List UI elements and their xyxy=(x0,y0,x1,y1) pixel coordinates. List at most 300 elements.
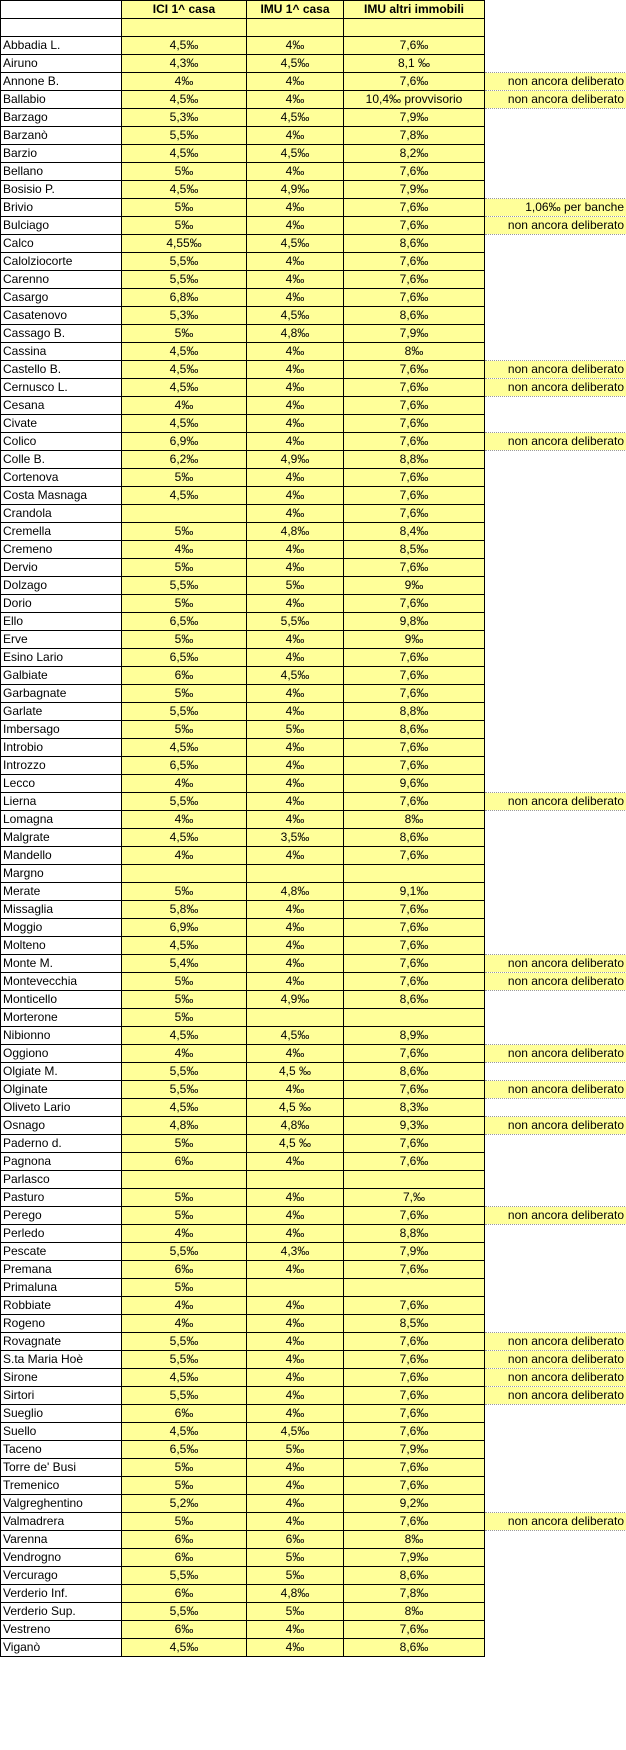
ici-prima-casa-cell[interactable]: 6‰ xyxy=(122,1549,247,1567)
note-cell[interactable] xyxy=(485,1567,626,1585)
note-cell[interactable] xyxy=(485,1135,626,1153)
ici-prima-casa-cell[interactable]: 6‰ xyxy=(122,667,247,685)
comune-name-cell[interactable]: Verderio Sup. xyxy=(1,1603,122,1621)
comune-name-cell[interactable]: Barzio xyxy=(1,145,122,163)
imu-altri-immobili-cell[interactable]: 7,6‰ xyxy=(344,1135,485,1153)
note-cell[interactable] xyxy=(485,1063,626,1081)
imu-altri-immobili-cell[interactable]: 7,6‰ xyxy=(344,397,485,415)
note-cell[interactable] xyxy=(485,595,626,613)
comune-name-cell[interactable]: Colico xyxy=(1,433,122,451)
imu-prima-casa-cell[interactable]: 4‰ xyxy=(247,271,344,289)
note-cell[interactable] xyxy=(485,253,626,271)
comune-name-cell[interactable]: Pagnona xyxy=(1,1153,122,1171)
imu-prima-casa-cell[interactable]: 4‰ xyxy=(247,127,344,145)
comune-name-cell[interactable]: Annone B. xyxy=(1,73,122,91)
ici-prima-casa-cell[interactable]: 6,9‰ xyxy=(122,433,247,451)
comune-name-cell[interactable]: Nibionno xyxy=(1,1027,122,1045)
note-cell[interactable] xyxy=(485,343,626,361)
note-cell[interactable] xyxy=(485,829,626,847)
note-cell[interactable] xyxy=(485,739,626,757)
imu-prima-casa-cell[interactable]: 4‰ xyxy=(247,1495,344,1513)
note-cell[interactable]: non ancora deliberato xyxy=(485,1207,626,1225)
imu-prima-casa-cell[interactable]: 4,5 ‰ xyxy=(247,1099,344,1117)
imu-prima-casa-cell[interactable]: 4,5‰ xyxy=(247,109,344,127)
comune-name-cell[interactable]: Garbagnate xyxy=(1,685,122,703)
note-cell[interactable] xyxy=(485,1423,626,1441)
note-cell[interactable]: non ancora deliberato xyxy=(485,1333,626,1351)
imu-altri-immobili-cell[interactable]: 8,9‰ xyxy=(344,1027,485,1045)
imu-prima-casa-cell[interactable]: 4,8‰ xyxy=(247,325,344,343)
imu-prima-casa-cell[interactable]: 4‰ xyxy=(247,775,344,793)
note-cell[interactable] xyxy=(485,541,626,559)
comune-name-cell[interactable]: Brivio xyxy=(1,199,122,217)
imu-altri-immobili-cell[interactable]: 7,6‰ xyxy=(344,1045,485,1063)
imu-prima-casa-cell[interactable]: 4‰ xyxy=(247,343,344,361)
comune-name-cell[interactable]: Cassina xyxy=(1,343,122,361)
imu-prima-casa-cell[interactable]: 4,5‰ xyxy=(247,235,344,253)
imu-altri-immobili-cell[interactable]: 7,6‰ xyxy=(344,919,485,937)
imu-altri-immobili-cell[interactable]: 7,6‰ xyxy=(344,685,485,703)
note-cell[interactable] xyxy=(485,37,626,55)
comune-name-cell[interactable]: Margno xyxy=(1,865,122,883)
note-cell[interactable] xyxy=(485,1279,626,1297)
comune-name-cell[interactable]: Sirtori xyxy=(1,1387,122,1405)
imu-prima-casa-cell[interactable]: 4‰ xyxy=(247,955,344,973)
ici-prima-casa-cell[interactable]: 5‰ xyxy=(122,1009,247,1027)
ici-prima-casa-cell[interactable]: 5,5‰ xyxy=(122,127,247,145)
ici-prima-casa-cell[interactable]: 4,5‰ xyxy=(122,487,247,505)
imu-prima-casa-cell[interactable]: 4‰ xyxy=(247,1459,344,1477)
imu-altri-immobili-cell[interactable]: 7,9‰ xyxy=(344,1549,485,1567)
header-blank-cell[interactable] xyxy=(1,1,122,19)
comune-name-cell[interactable]: Rovagnate xyxy=(1,1333,122,1351)
imu-altri-immobili-cell[interactable]: 7,6‰ xyxy=(344,1081,485,1099)
ici-prima-casa-cell[interactable]: 4‰ xyxy=(122,1045,247,1063)
note-cell[interactable] xyxy=(485,901,626,919)
imu-prima-casa-cell[interactable]: 4,5 ‰ xyxy=(247,1135,344,1153)
imu-altri-immobili-cell[interactable]: 8‰ xyxy=(344,811,485,829)
imu-altri-immobili-cell[interactable] xyxy=(344,1279,485,1297)
comune-name-cell[interactable]: Esino Lario xyxy=(1,649,122,667)
comune-name-cell[interactable]: Parlasco xyxy=(1,1171,122,1189)
imu-altri-immobili-cell[interactable]: 7,6‰ xyxy=(344,1459,485,1477)
ici-prima-casa-cell[interactable]: 5,3‰ xyxy=(122,109,247,127)
imu-altri-immobili-cell[interactable]: 7,6‰ xyxy=(344,271,485,289)
imu-prima-casa-cell[interactable]: 4‰ xyxy=(247,379,344,397)
imu-prima-casa-cell[interactable] xyxy=(247,1279,344,1297)
comune-name-cell[interactable]: Rogeno xyxy=(1,1315,122,1333)
ici-prima-casa-cell[interactable]: 5‰ xyxy=(122,199,247,217)
ici-prima-casa-cell[interactable]: 5‰ xyxy=(122,1477,247,1495)
imu-altri-immobili-cell[interactable]: 8,8‰ xyxy=(344,1225,485,1243)
comune-name-cell[interactable]: Bosisio P. xyxy=(1,181,122,199)
note-cell[interactable] xyxy=(485,1261,626,1279)
note-cell[interactable] xyxy=(485,1243,626,1261)
imu-prima-casa-cell[interactable]: 4‰ xyxy=(247,1351,344,1369)
note-cell[interactable] xyxy=(485,181,626,199)
comune-name-cell[interactable]: Robbiate xyxy=(1,1297,122,1315)
comune-name-cell[interactable]: Montevecchia xyxy=(1,973,122,991)
ici-prima-casa-cell[interactable]: 4,5‰ xyxy=(122,37,247,55)
imu-prima-casa-cell[interactable]: 4‰ xyxy=(247,1315,344,1333)
ici-prima-casa-cell[interactable]: 5,5‰ xyxy=(122,1351,247,1369)
comune-name-cell[interactable]: Cesana xyxy=(1,397,122,415)
ici-prima-casa-cell[interactable]: 6,9‰ xyxy=(122,919,247,937)
imu-altri-immobili-cell[interactable]: 8‰ xyxy=(344,1531,485,1549)
ici-prima-casa-cell[interactable]: 5‰ xyxy=(122,325,247,343)
note-cell[interactable]: non ancora deliberato xyxy=(485,955,626,973)
imu-altri-immobili-cell[interactable]: 7,6‰ xyxy=(344,955,485,973)
imu-altri-immobili-cell[interactable]: 7,6‰ xyxy=(344,1387,485,1405)
imu-prima-casa-cell[interactable]: 4‰ xyxy=(247,289,344,307)
comune-name-cell[interactable]: Taceno xyxy=(1,1441,122,1459)
comune-name-cell[interactable]: Lomagna xyxy=(1,811,122,829)
imu-prima-casa-cell[interactable]: 4‰ xyxy=(247,1621,344,1639)
ici-prima-casa-cell[interactable] xyxy=(122,1171,247,1189)
ici-prima-casa-cell[interactable]: 5‰ xyxy=(122,469,247,487)
imu-altri-immobili-cell[interactable]: 8,1 ‰ xyxy=(344,55,485,73)
imu-prima-casa-cell[interactable]: 4‰ xyxy=(247,433,344,451)
ici-prima-casa-cell[interactable]: 4,5‰ xyxy=(122,1369,247,1387)
comune-name-cell[interactable]: Barzago xyxy=(1,109,122,127)
imu-altri-immobili-cell[interactable]: 8,8‰ xyxy=(344,703,485,721)
note-cell[interactable]: non ancora deliberato xyxy=(485,1117,626,1135)
imu-altri-immobili-cell[interactable]: 7,6‰ xyxy=(344,559,485,577)
imu-altri-immobili-cell[interactable]: 7,8‰ xyxy=(344,127,485,145)
imu-prima-casa-cell[interactable]: 4‰ xyxy=(247,901,344,919)
note-cell[interactable] xyxy=(485,883,626,901)
ici-prima-casa-cell[interactable]: 6,5‰ xyxy=(122,649,247,667)
imu-prima-casa-cell[interactable]: 4‰ xyxy=(247,919,344,937)
ici-prima-casa-cell[interactable]: 5‰ xyxy=(122,631,247,649)
ici-prima-casa-cell[interactable]: 5‰ xyxy=(122,1135,247,1153)
note-cell[interactable] xyxy=(485,451,626,469)
imu-altri-immobili-cell[interactable]: 7,6‰ xyxy=(344,1369,485,1387)
comune-name-cell[interactable]: Calco xyxy=(1,235,122,253)
note-cell[interactable]: non ancora deliberato xyxy=(485,379,626,397)
note-cell[interactable] xyxy=(485,1639,626,1657)
comune-name-cell[interactable]: Carenno xyxy=(1,271,122,289)
comune-name-cell[interactable]: Pescate xyxy=(1,1243,122,1261)
comune-name-cell[interactable]: Monticello xyxy=(1,991,122,1009)
imu-prima-casa-cell[interactable]: 3,5‰ xyxy=(247,829,344,847)
imu-altri-immobili-cell[interactable]: 8,6‰ xyxy=(344,721,485,739)
imu-prima-casa-cell[interactable] xyxy=(247,1171,344,1189)
ici-prima-casa-cell[interactable]: 4,5‰ xyxy=(122,739,247,757)
comune-name-cell[interactable]: Osnago xyxy=(1,1117,122,1135)
imu-altri-immobili-cell[interactable]: 7,6‰ xyxy=(344,1207,485,1225)
ici-prima-casa-cell[interactable]: 4‰ xyxy=(122,811,247,829)
ici-prima-casa-cell[interactable]: 6‰ xyxy=(122,1585,247,1603)
imu-prima-casa-cell[interactable]: 5‰ xyxy=(247,1549,344,1567)
comune-name-cell[interactable]: Calolziocorte xyxy=(1,253,122,271)
imu-altri-immobili-cell[interactable]: 7,6‰ xyxy=(344,1513,485,1531)
imu-prima-casa-cell[interactable]: 4‰ xyxy=(247,199,344,217)
imu-altri-immobili-cell[interactable]: 7,9‰ xyxy=(344,109,485,127)
note-cell[interactable] xyxy=(485,271,626,289)
note-cell[interactable]: non ancora deliberato xyxy=(485,1513,626,1531)
comune-name-cell[interactable]: Bellano xyxy=(1,163,122,181)
imu-prima-casa-cell[interactable]: 4‰ xyxy=(247,1387,344,1405)
ici-prima-casa-cell[interactable]: 5‰ xyxy=(122,973,247,991)
ici-prima-casa-cell[interactable]: 5,5‰ xyxy=(122,1387,247,1405)
comune-name-cell[interactable]: Erve xyxy=(1,631,122,649)
ici-prima-casa-cell[interactable]: 5,5‰ xyxy=(122,793,247,811)
imu-altri-immobili-cell[interactable]: 7,6‰ xyxy=(344,1621,485,1639)
note-cell[interactable] xyxy=(485,685,626,703)
comune-name-cell[interactable]: Colle B. xyxy=(1,451,122,469)
note-cell[interactable] xyxy=(485,1027,626,1045)
imu-prima-casa-cell[interactable]: 4‰ xyxy=(247,685,344,703)
ici-prima-casa-cell[interactable]: 4,5‰ xyxy=(122,829,247,847)
imu-prima-casa-cell[interactable]: 4,5‰ xyxy=(247,667,344,685)
ici-prima-casa-cell[interactable] xyxy=(122,865,247,883)
ici-prima-casa-cell[interactable]: 4,3‰ xyxy=(122,55,247,73)
header-imu-prima-casa[interactable]: IMU 1^ casa xyxy=(247,1,344,19)
imu-prima-casa-cell[interactable]: 4‰ xyxy=(247,559,344,577)
imu-prima-casa-cell[interactable]: 4,9‰ xyxy=(247,991,344,1009)
ici-prima-casa-cell[interactable]: 6‰ xyxy=(122,1405,247,1423)
note-cell[interactable] xyxy=(485,1099,626,1117)
note-cell[interactable] xyxy=(485,397,626,415)
imu-prima-casa-cell[interactable]: 4‰ xyxy=(247,595,344,613)
comune-name-cell[interactable]: Costa Masnaga xyxy=(1,487,122,505)
comune-name-cell[interactable]: Varenna xyxy=(1,1531,122,1549)
ici-prima-casa-cell[interactable]: 4‰ xyxy=(122,73,247,91)
comune-name-cell[interactable]: Torre de' Busi xyxy=(1,1459,122,1477)
ici-prima-casa-cell[interactable]: 5,5‰ xyxy=(122,1243,247,1261)
imu-altri-immobili-cell[interactable]: 9,3‰ xyxy=(344,1117,485,1135)
comune-name-cell[interactable]: Monte M. xyxy=(1,955,122,973)
imu-prima-casa-cell[interactable]: 4,8‰ xyxy=(247,1585,344,1603)
ici-prima-casa-cell[interactable]: 4‰ xyxy=(122,847,247,865)
comune-name-cell[interactable]: Valgreghentino xyxy=(1,1495,122,1513)
imu-altri-immobili-cell[interactable]: 7,6‰ xyxy=(344,1333,485,1351)
imu-altri-immobili-cell[interactable]: 7,6‰ xyxy=(344,1351,485,1369)
imu-altri-immobili-cell[interactable]: 8,5‰ xyxy=(344,1315,485,1333)
ici-prima-casa-cell[interactable]: 4,5‰ xyxy=(122,343,247,361)
ici-prima-casa-cell[interactable]: 5,3‰ xyxy=(122,307,247,325)
imu-altri-immobili-cell[interactable]: 7,6‰ xyxy=(344,37,485,55)
empty-cell[interactable] xyxy=(122,19,247,37)
imu-prima-casa-cell[interactable]: 4,8‰ xyxy=(247,1117,344,1135)
note-cell[interactable] xyxy=(485,1153,626,1171)
ici-prima-casa-cell[interactable]: 5‰ xyxy=(122,991,247,1009)
ici-prima-casa-cell[interactable]: 5,5‰ xyxy=(122,1603,247,1621)
ici-prima-casa-cell[interactable]: 5‰ xyxy=(122,217,247,235)
imu-altri-immobili-cell[interactable]: 7,6‰ xyxy=(344,253,485,271)
imu-altri-immobili-cell[interactable]: 7,6‰ xyxy=(344,1477,485,1495)
imu-altri-immobili-cell[interactable]: 9,2‰ xyxy=(344,1495,485,1513)
comune-name-cell[interactable]: Bulciago xyxy=(1,217,122,235)
comune-name-cell[interactable]: Moggio xyxy=(1,919,122,937)
ici-prima-casa-cell[interactable]: 4‰ xyxy=(122,775,247,793)
imu-prima-casa-cell[interactable]: 4‰ xyxy=(247,1297,344,1315)
imu-altri-immobili-cell[interactable] xyxy=(344,1009,485,1027)
note-cell[interactable] xyxy=(485,1603,626,1621)
note-cell[interactable] xyxy=(485,667,626,685)
note-cell[interactable] xyxy=(485,1585,626,1603)
note-cell[interactable] xyxy=(485,1441,626,1459)
imu-altri-immobili-cell[interactable]: 8,6‰ xyxy=(344,1639,485,1657)
comune-name-cell[interactable]: Sueglio xyxy=(1,1405,122,1423)
ici-prima-casa-cell[interactable]: 6‰ xyxy=(122,1261,247,1279)
comune-name-cell[interactable]: Castello B. xyxy=(1,361,122,379)
imu-prima-casa-cell[interactable]: 4‰ xyxy=(247,811,344,829)
comune-name-cell[interactable]: Crandola xyxy=(1,505,122,523)
comune-name-cell[interactable]: Molteno xyxy=(1,937,122,955)
imu-prima-casa-cell[interactable]: 4‰ xyxy=(247,1225,344,1243)
note-cell[interactable] xyxy=(485,559,626,577)
ici-prima-casa-cell[interactable]: 6‰ xyxy=(122,1531,247,1549)
imu-altri-immobili-cell[interactable]: 7,6‰ xyxy=(344,739,485,757)
comune-name-cell[interactable]: Civate xyxy=(1,415,122,433)
imu-altri-immobili-cell[interactable]: 7,6‰ xyxy=(344,217,485,235)
note-cell[interactable] xyxy=(485,55,626,73)
comune-name-cell[interactable]: Dervio xyxy=(1,559,122,577)
imu-prima-casa-cell[interactable]: 4‰ xyxy=(247,847,344,865)
header-ici-prima-casa[interactable]: ICI 1^ casa xyxy=(122,1,247,19)
imu-altri-immobili-cell[interactable]: 7,6‰ xyxy=(344,649,485,667)
note-cell[interactable] xyxy=(485,811,626,829)
imu-prima-casa-cell[interactable]: 4‰ xyxy=(247,1153,344,1171)
imu-prima-casa-cell[interactable]: 4,9‰ xyxy=(247,181,344,199)
note-cell[interactable] xyxy=(485,721,626,739)
note-cell[interactable] xyxy=(485,1621,626,1639)
comune-name-cell[interactable]: Valmadrera xyxy=(1,1513,122,1531)
imu-prima-casa-cell[interactable]: 4,5‰ xyxy=(247,55,344,73)
imu-altri-immobili-cell[interactable]: 8,8‰ xyxy=(344,451,485,469)
note-cell[interactable]: non ancora deliberato xyxy=(485,973,626,991)
note-cell[interactable]: non ancora deliberato xyxy=(485,1081,626,1099)
imu-prima-casa-cell[interactable]: 4,5‰ xyxy=(247,307,344,325)
ici-prima-casa-cell[interactable]: 5,5‰ xyxy=(122,577,247,595)
imu-prima-casa-cell[interactable]: 4,5‰ xyxy=(247,1423,344,1441)
imu-altri-immobili-cell[interactable]: 10,4‰ provvisorio xyxy=(344,91,485,109)
comune-name-cell[interactable]: Dorio xyxy=(1,595,122,613)
comune-name-cell[interactable]: Abbadia L. xyxy=(1,37,122,55)
ici-prima-casa-cell[interactable] xyxy=(122,505,247,523)
comune-name-cell[interactable]: Oggiono xyxy=(1,1045,122,1063)
comune-name-cell[interactable]: Verderio Inf. xyxy=(1,1585,122,1603)
imu-prima-casa-cell[interactable]: 6‰ xyxy=(247,1531,344,1549)
comune-name-cell[interactable]: Ballabio xyxy=(1,91,122,109)
imu-altri-immobili-cell[interactable]: 7,6‰ xyxy=(344,289,485,307)
note-cell[interactable] xyxy=(485,775,626,793)
imu-altri-immobili-cell[interactable]: 7,6‰ xyxy=(344,487,485,505)
imu-prima-casa-cell[interactable]: 4,8‰ xyxy=(247,523,344,541)
imu-prima-casa-cell[interactable]: 4‰ xyxy=(247,397,344,415)
ici-prima-casa-cell[interactable]: 6,5‰ xyxy=(122,613,247,631)
note-cell[interactable] xyxy=(485,1189,626,1207)
comune-name-cell[interactable]: Vendrogno xyxy=(1,1549,122,1567)
ici-prima-casa-cell[interactable]: 5‰ xyxy=(122,523,247,541)
imu-prima-casa-cell[interactable]: 5‰ xyxy=(247,1567,344,1585)
note-cell[interactable] xyxy=(485,703,626,721)
imu-altri-immobili-cell[interactable]: 7,9‰ xyxy=(344,325,485,343)
note-cell[interactable] xyxy=(485,145,626,163)
comune-name-cell[interactable]: Cassago B. xyxy=(1,325,122,343)
note-cell[interactable]: non ancora deliberato xyxy=(485,1045,626,1063)
ici-prima-casa-cell[interactable]: 6‰ xyxy=(122,1621,247,1639)
imu-altri-immobili-cell[interactable]: 7,6‰ xyxy=(344,937,485,955)
comune-name-cell[interactable]: Barzanò xyxy=(1,127,122,145)
note-cell[interactable] xyxy=(485,289,626,307)
note-cell[interactable] xyxy=(485,1171,626,1189)
ici-prima-casa-cell[interactable]: 4,55‰ xyxy=(122,235,247,253)
imu-altri-immobili-cell[interactable]: 7,6‰ xyxy=(344,1423,485,1441)
imu-prima-casa-cell[interactable]: 4,5‰ xyxy=(247,145,344,163)
comune-name-cell[interactable]: Premana xyxy=(1,1261,122,1279)
imu-altri-immobili-cell[interactable]: 7,6‰ xyxy=(344,757,485,775)
imu-altri-immobili-cell[interactable]: 7,6‰ xyxy=(344,163,485,181)
comune-name-cell[interactable]: Merate xyxy=(1,883,122,901)
comune-name-cell[interactable]: Dolzago xyxy=(1,577,122,595)
ici-prima-casa-cell[interactable]: 5,5‰ xyxy=(122,1081,247,1099)
note-cell[interactable]: non ancora deliberato xyxy=(485,793,626,811)
comune-name-cell[interactable]: Oliveto Lario xyxy=(1,1099,122,1117)
comune-name-cell[interactable]: Morterone xyxy=(1,1009,122,1027)
imu-prima-casa-cell[interactable]: 4‰ xyxy=(247,793,344,811)
comune-name-cell[interactable]: Cernusco L. xyxy=(1,379,122,397)
note-cell[interactable] xyxy=(485,325,626,343)
ici-prima-casa-cell[interactable]: 4,5‰ xyxy=(122,91,247,109)
imu-altri-immobili-cell[interactable]: 7,6‰ xyxy=(344,793,485,811)
ici-prima-casa-cell[interactable]: 6,5‰ xyxy=(122,757,247,775)
comune-name-cell[interactable]: Paderno d. xyxy=(1,1135,122,1153)
comune-name-cell[interactable]: Casargo xyxy=(1,289,122,307)
imu-altri-immobili-cell[interactable]: 7,6‰ xyxy=(344,361,485,379)
imu-prima-casa-cell[interactable]: 4‰ xyxy=(247,487,344,505)
imu-prima-casa-cell[interactable]: 4‰ xyxy=(247,757,344,775)
comune-name-cell[interactable]: Perego xyxy=(1,1207,122,1225)
note-cell[interactable] xyxy=(485,613,626,631)
imu-altri-immobili-cell[interactable]: 7,6‰ xyxy=(344,973,485,991)
imu-altri-immobili-cell[interactable]: 7,6‰ xyxy=(344,1261,485,1279)
imu-prima-casa-cell[interactable]: 4‰ xyxy=(247,415,344,433)
note-cell[interactable] xyxy=(485,1297,626,1315)
imu-altri-immobili-cell[interactable]: 7,‰ xyxy=(344,1189,485,1207)
imu-altri-immobili-cell[interactable]: 7,6‰ xyxy=(344,667,485,685)
empty-cell[interactable] xyxy=(344,19,485,37)
imu-altri-immobili-cell[interactable]: 9,8‰ xyxy=(344,613,485,631)
ici-prima-casa-cell[interactable]: 5,8‰ xyxy=(122,901,247,919)
empty-cell[interactable] xyxy=(1,19,122,37)
ici-prima-casa-cell[interactable]: 5,5‰ xyxy=(122,253,247,271)
note-cell[interactable] xyxy=(485,109,626,127)
imu-prima-casa-cell[interactable]: 4‰ xyxy=(247,1207,344,1225)
note-cell[interactable]: non ancora deliberato xyxy=(485,1387,626,1405)
imu-altri-immobili-cell[interactable]: 7,6‰ xyxy=(344,847,485,865)
note-cell[interactable] xyxy=(485,487,626,505)
comune-name-cell[interactable]: Viganò xyxy=(1,1639,122,1657)
note-cell[interactable] xyxy=(485,991,626,1009)
ici-prima-casa-cell[interactable]: 4‰ xyxy=(122,1315,247,1333)
ici-prima-casa-cell[interactable]: 4,5‰ xyxy=(122,1423,247,1441)
imu-prima-casa-cell[interactable]: 5‰ xyxy=(247,721,344,739)
ici-prima-casa-cell[interactable]: 5‰ xyxy=(122,595,247,613)
imu-altri-immobili-cell[interactable]: 8,5‰ xyxy=(344,541,485,559)
imu-altri-immobili-cell[interactable]: 8,6‰ xyxy=(344,307,485,325)
note-cell[interactable] xyxy=(485,649,626,667)
imu-prima-casa-cell[interactable]: 4‰ xyxy=(247,91,344,109)
imu-prima-casa-cell[interactable]: 4,3‰ xyxy=(247,1243,344,1261)
ici-prima-casa-cell[interactable]: 4,5‰ xyxy=(122,1027,247,1045)
imu-altri-immobili-cell[interactable]: 8,6‰ xyxy=(344,991,485,1009)
note-cell[interactable] xyxy=(485,1549,626,1567)
imu-altri-immobili-cell[interactable]: 7,6‰ xyxy=(344,433,485,451)
ici-prima-casa-cell[interactable]: 5‰ xyxy=(122,559,247,577)
